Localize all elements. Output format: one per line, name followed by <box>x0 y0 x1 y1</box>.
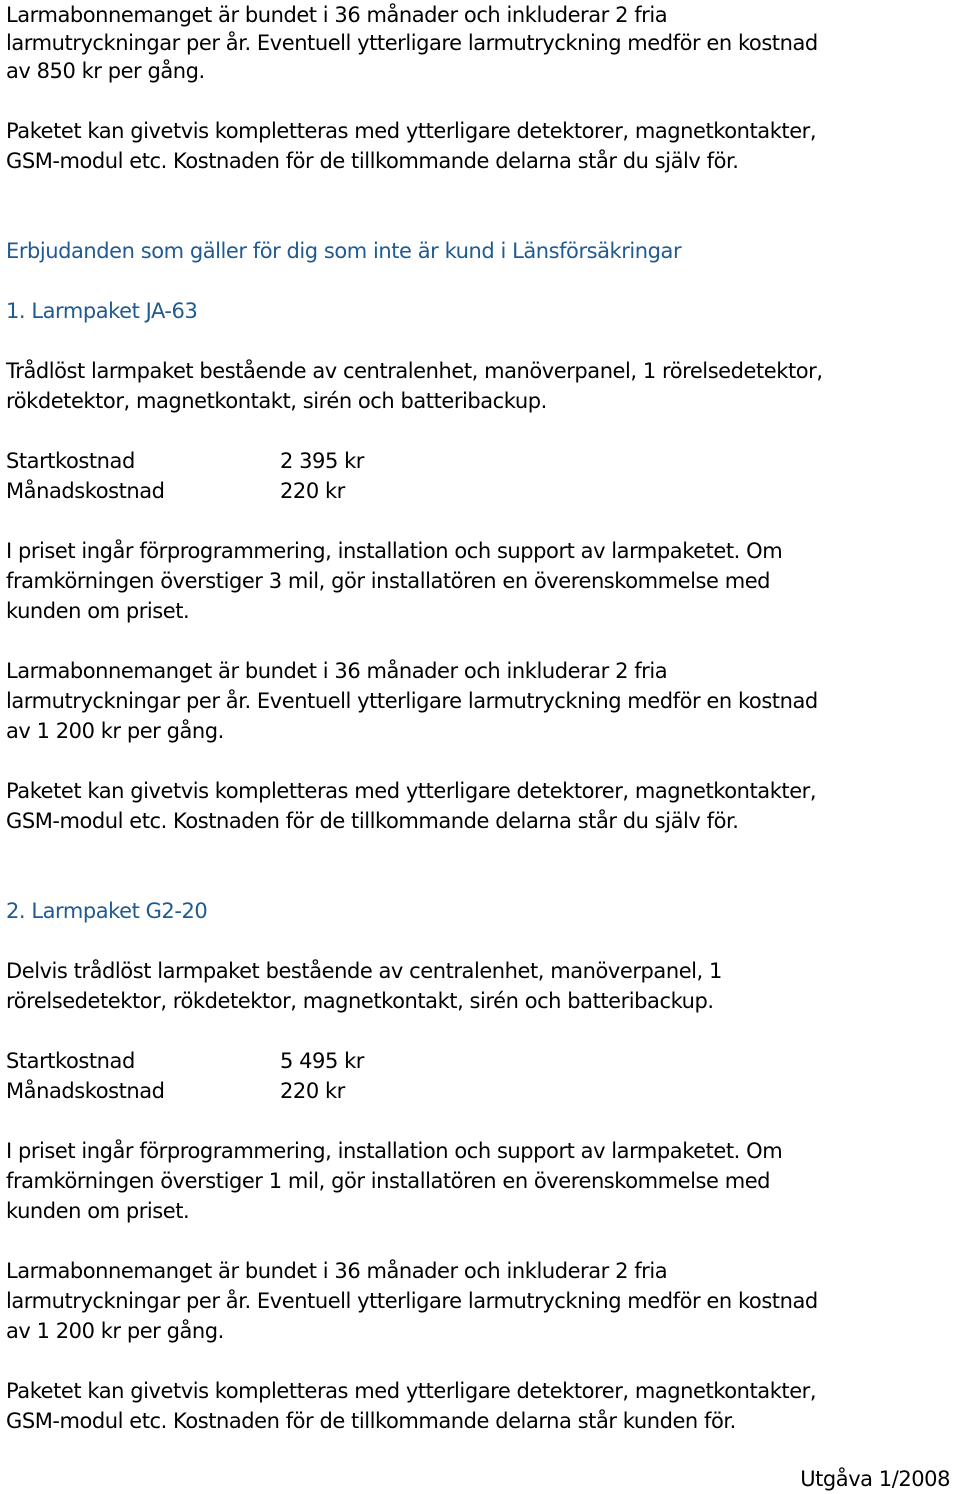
package-description-line: Trådlöst larmpaket bestående av centralenhet, manöverpanel, 1 rörelsedetektor, <box>6 359 823 383</box>
package-title: Larmpaket JA-63 <box>31 299 198 323</box>
included-line: framkörningen överstiger 1 mil, gör installatören en överenskommelse med <box>6 1169 771 1193</box>
addons-line: GSM-modul etc. Kostnaden för de tillkommande delarna står du själv för. <box>6 809 739 833</box>
package-title: Larmpaket G2-20 <box>31 899 208 923</box>
subscription-line: larmutryckningar per år. Eventuell ytterligare larmutryckning medför en kostnad <box>6 689 818 713</box>
included-line: I priset ingår förprogrammering, installation och support av larmpaketet. Om <box>6 539 783 563</box>
text-line: GSM-modul etc. Kostnaden för de tillkommande delarna står du själv för. <box>6 149 739 173</box>
monthly-cost-label: Månadskostnad <box>6 479 165 503</box>
included-line: kunden om priset. <box>6 1199 190 1223</box>
package-description-line: rörelsedetektor, rökdetektor, magnetkontakt, sirén och batteribackup. <box>6 989 714 1013</box>
package-description-line: Delvis trådlöst larmpaket bestående av centralenhet, manöverpanel, 1 <box>6 959 722 983</box>
subscription-line: Larmabonnemanget är bundet i 36 månader och inkluderar 2 fria <box>6 659 668 683</box>
text-line: larmutryckningar per år. Eventuell ytterligare larmutryckning medför en kostnad <box>6 31 818 55</box>
subscription-line: av 1 200 kr per gång. <box>6 719 224 743</box>
subscription-line: larmutryckningar per år. Eventuell ytterligare larmutryckning medför en kostnad <box>6 1289 818 1313</box>
monthly-cost-value: 220 kr <box>280 1079 345 1103</box>
start-cost-value: 5 495 kr <box>280 1049 364 1073</box>
text-line: av 850 kr per gång. <box>6 59 205 83</box>
edition-footer: Utgåva 1/2008 <box>800 1467 950 1491</box>
subscription-line: Larmabonnemanget är bundet i 36 månader och inkluderar 2 fria <box>6 1259 668 1283</box>
start-cost-value: 2 395 kr <box>280 449 364 473</box>
package-number: 2. <box>6 899 26 923</box>
included-line: kunden om priset. <box>6 599 190 623</box>
addons-line: Paketet kan givetvis kompletteras med ytterligare detektorer, magnetkontakter, <box>6 779 817 803</box>
package-number: 1. <box>6 299 26 323</box>
package-heading <box>6 896 207 926</box>
package-heading <box>6 296 197 326</box>
monthly-cost-label: Månadskostnad <box>6 1079 165 1103</box>
start-cost-label: Startkostnad <box>6 449 135 473</box>
subscription-line: av 1 200 kr per gång. <box>6 1319 224 1343</box>
included-line: framkörningen överstiger 3 mil, gör installatören en överenskommelse med <box>6 569 771 593</box>
package-description-line: rökdetektor, magnetkontakt, sirén och batteribackup. <box>6 389 547 413</box>
text-line: Larmabonnemanget är bundet i 36 månader och inkluderar 2 fria <box>6 3 668 27</box>
monthly-cost-value: 220 kr <box>280 479 345 503</box>
addons-line: GSM-modul etc. Kostnaden för de tillkommande delarna står kunden för. <box>6 1409 736 1433</box>
start-cost-label: Startkostnad <box>6 1049 135 1073</box>
text-line: Paketet kan givetvis kompletteras med ytterligare detektorer, magnetkontakter, <box>6 119 817 143</box>
addons-line: Paketet kan givetvis kompletteras med ytterligare detektorer, magnetkontakter, <box>6 1379 817 1403</box>
section-heading: Erbjudanden som gäller för dig som inte är kund i Länsförsäkringar <box>6 239 682 263</box>
included-line: I priset ingår förprogrammering, installation och support av larmpaketet. Om <box>6 1139 783 1163</box>
